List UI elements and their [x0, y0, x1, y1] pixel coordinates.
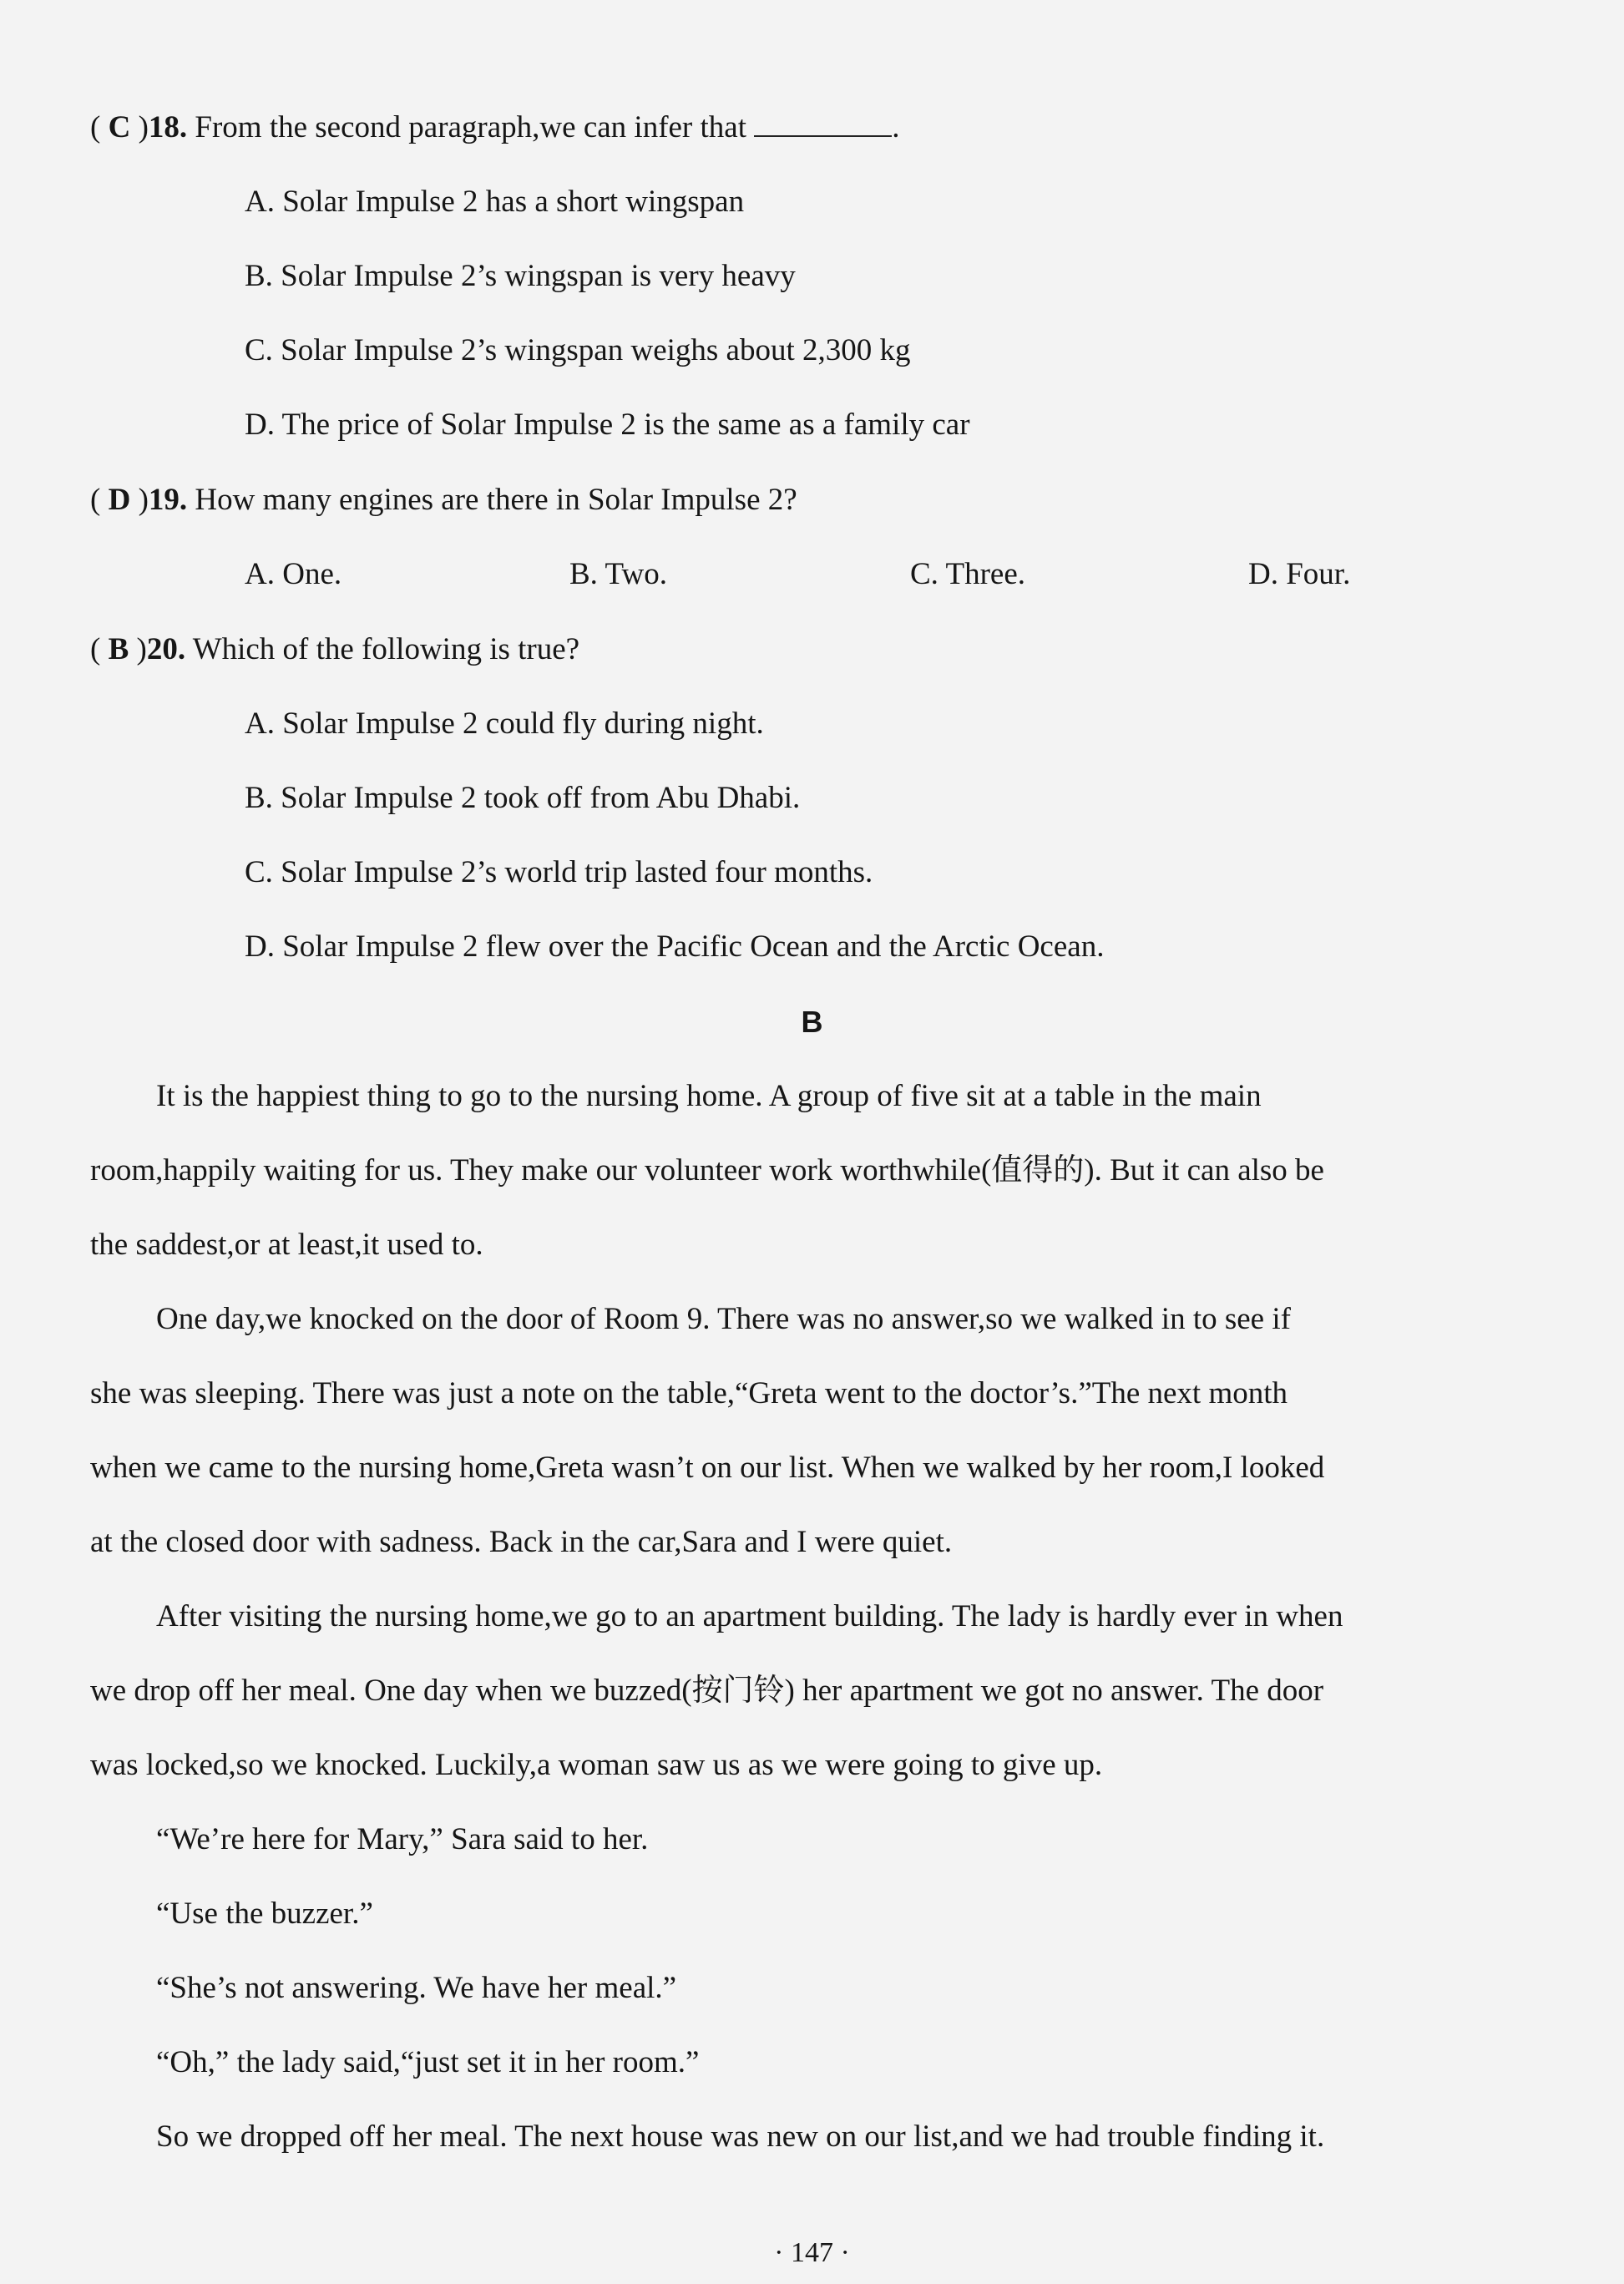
question-18-stem-end: .	[892, 110, 900, 144]
passage-line: was locked,so we knocked. Luckily,a woman saw us as we were going to give up.	[90, 1748, 1103, 1782]
answer-paren-close: )	[138, 110, 149, 144]
question-19-stem: How many engines are there in Solar Impulse 2?	[195, 483, 797, 517]
question-18-stem: From the second paragraph,we can infer that	[195, 110, 755, 144]
passage-line: So we dropped off her meal. The next house was new on our list,and we had trouble finding it.	[156, 2119, 1325, 2154]
question-20	[90, 631, 579, 668]
answer-paren-open: (	[90, 483, 109, 517]
passage-line: we drop off her meal. One day when we buzzed(按门铃) her apartment we got no answer. The door	[90, 1674, 1324, 1708]
passage-line: “We’re here for Mary,” Sara said to her.	[156, 1822, 649, 1856]
question-20-option-a: A. Solar Impulse 2 could fly during night.	[245, 706, 764, 741]
question-18-option-a: A. Solar Impulse 2 has a short wingspan	[245, 185, 745, 219]
question-18-option-d: D. The price of Solar Impulse 2 is the same as a family car	[245, 408, 970, 442]
question-18	[90, 109, 900, 146]
question-20-option-b: B. Solar Impulse 2 took off from Abu Dhabi.	[245, 781, 801, 815]
section-heading: B	[801, 1005, 823, 1039]
question-18-answer: C	[108, 110, 131, 144]
passage-line: It is the happiest thing to go to the nursing home. A group of five sit at a table in the main	[156, 1079, 1262, 1113]
answer-blank	[754, 110, 892, 137]
question-19-answer: D	[108, 483, 131, 517]
question-20-option-c: C. Solar Impulse 2’s world trip lasted four months.	[245, 855, 873, 889]
answer-paren-open: (	[90, 632, 109, 666]
answer-paren-close: )	[138, 483, 149, 517]
question-19-option-c: C. Three.	[910, 557, 1026, 591]
passage-line: “Oh,” the lady said,“just set it in her room.”	[156, 2045, 700, 2079]
question-19-option-b: B. Two.	[569, 557, 667, 591]
answer-paren-close: )	[136, 632, 147, 666]
question-19	[90, 482, 797, 519]
question-19-option-a: A. One.	[245, 557, 342, 591]
question-20-option-d: D. Solar Impulse 2 flew over the Pacific Ocean and the Arctic Ocean.	[245, 929, 1105, 964]
question-18-number: 18.	[148, 110, 188, 144]
question-19-option-d: D. Four.	[1248, 557, 1351, 591]
passage-line: After visiting the nursing home,we go to an apartment building. The lady is hardly ever in when	[156, 1599, 1343, 1633]
question-20-number: 20.	[146, 632, 186, 666]
passage-line: she was sleeping. There was just a note on the table,“Greta went to the doctor’s.”The next month	[90, 1376, 1288, 1410]
passage-line: “She’s not answering. We have her meal.”	[156, 1971, 677, 2005]
question-18-option-c: C. Solar Impulse 2’s wingspan weighs about 2,300 kg	[245, 333, 911, 367]
page-number: · 147 ·	[774, 2237, 850, 2268]
passage-line: when we came to the nursing home,Greta wasn’t on our list. When we walked by her room,I looked	[90, 1451, 1325, 1485]
question-20-stem: Which of the following is true?	[192, 632, 580, 666]
question-20-answer: B	[108, 632, 129, 666]
question-19-number: 19.	[148, 483, 188, 517]
passage-line: the saddest,or at least,it used to.	[90, 1228, 483, 1262]
passage-line: room,happily waiting for us. They make our volunteer work worthwhile(值得的). But it can also be	[90, 1153, 1324, 1188]
passage-line: “Use the buzzer.”	[156, 1897, 373, 1931]
answer-paren-open: (	[90, 110, 109, 144]
passage-line: at the closed door with sadness. Back in the car,Sara and I were quiet.	[90, 1525, 953, 1559]
question-18-option-b: B. Solar Impulse 2’s wingspan is very heavy	[245, 259, 796, 293]
passage-line: One day,we knocked on the door of Room 9. There was no answer,so we walked in to see if	[156, 1302, 1291, 1336]
